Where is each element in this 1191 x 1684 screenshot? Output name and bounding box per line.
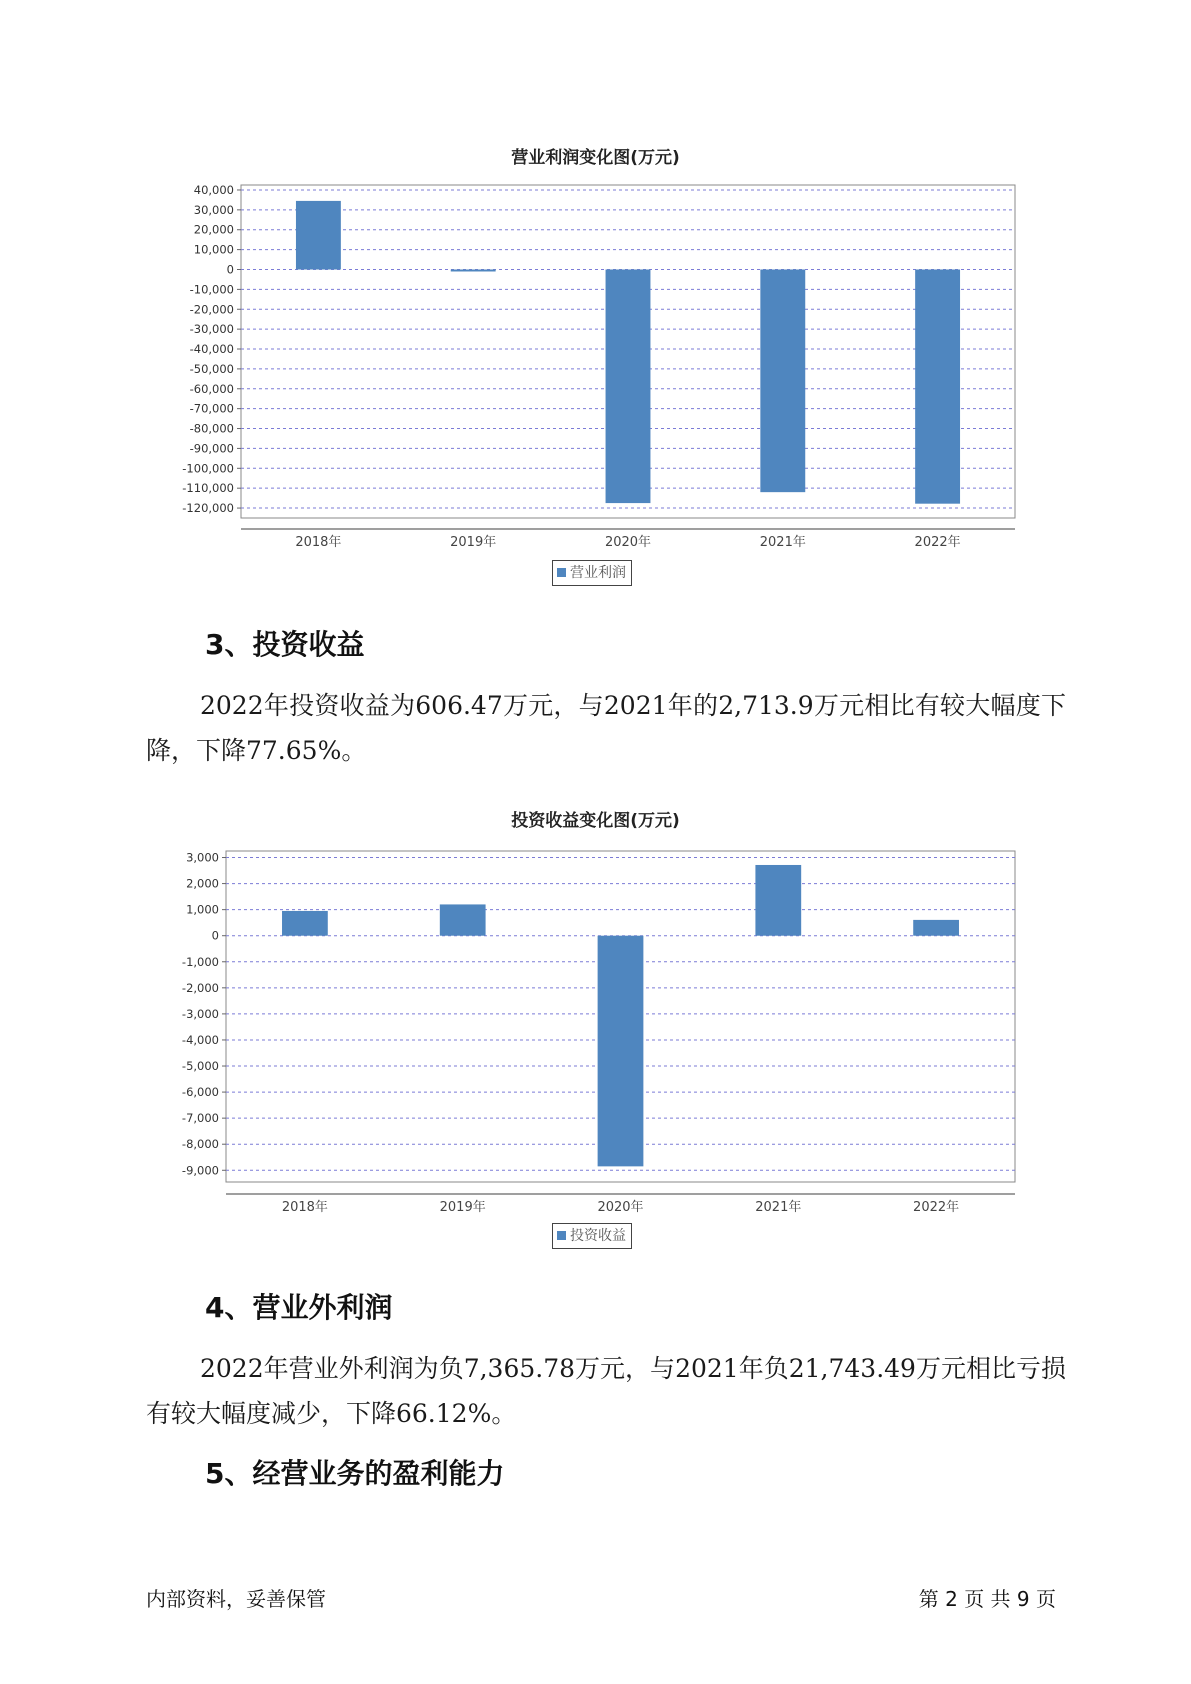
y-tick-label: -6,000 xyxy=(181,1085,219,1100)
legend-swatch-icon xyxy=(557,1231,566,1240)
chart2-legend xyxy=(552,1223,632,1249)
y-tick-label: 1,000 xyxy=(186,902,219,917)
x-tick-label: 2021年 xyxy=(755,1200,802,1215)
bar xyxy=(913,920,959,936)
x-tick-label: 2018年 xyxy=(295,535,342,550)
y-tick-label: 3,000 xyxy=(186,850,219,865)
y-tick-label: -20,000 xyxy=(189,302,234,317)
x-tick-label: 2018年 xyxy=(281,1200,328,1215)
y-tick-label: -7,000 xyxy=(181,1111,219,1126)
y-tick-label: -8,000 xyxy=(181,1137,219,1152)
chart1-legend-label: 营业利润 xyxy=(570,565,626,581)
y-tick-label: -10,000 xyxy=(189,282,234,297)
y-tick-label: -110,000 xyxy=(182,481,234,496)
y-tick-label: 2,000 xyxy=(186,876,219,891)
x-tick-label: 2019年 xyxy=(450,535,497,550)
chart1-legend xyxy=(552,560,632,586)
y-tick-label: 40,000 xyxy=(193,182,234,197)
operating-profit-chart xyxy=(0,170,1191,570)
y-tick-label: -2,000 xyxy=(181,980,219,995)
bar xyxy=(451,269,496,271)
y-tick-label: 10,000 xyxy=(193,242,234,257)
y-tick-label: -70,000 xyxy=(189,401,234,416)
x-tick-label: 2022年 xyxy=(914,535,961,550)
bar xyxy=(440,904,486,935)
y-tick-label: -80,000 xyxy=(189,421,234,436)
bar xyxy=(760,269,805,492)
bar xyxy=(755,865,801,936)
y-tick-label: 30,000 xyxy=(193,202,234,217)
bar xyxy=(915,269,960,503)
y-tick-label: -100,000 xyxy=(182,461,234,476)
section-5-heading: 5、经营业务的盈利能力 xyxy=(205,1457,505,1490)
y-tick-label: -60,000 xyxy=(189,381,234,396)
y-tick-label: -120,000 xyxy=(182,501,234,516)
y-tick-label: -9,000 xyxy=(181,1163,219,1178)
bar xyxy=(598,936,644,1167)
bar xyxy=(282,911,328,936)
y-tick-label: -5,000 xyxy=(181,1059,219,1074)
footer-page-number: 第 2 页 共 9 页 xyxy=(918,1587,1056,1611)
y-tick-label: 0 xyxy=(211,928,219,943)
section-3-paragraph: 2022年投资收益为606.47万元，与2021年的2,713.9万元相比有较大幅度下降，下降77.65%。 xyxy=(146,691,1066,765)
y-tick-label: -30,000 xyxy=(189,322,234,337)
y-tick-label: -4,000 xyxy=(181,1032,219,1047)
y-tick-label: -40,000 xyxy=(189,342,234,357)
x-tick-label: 2020年 xyxy=(597,1200,644,1215)
footer-confidential-note: 内部资料，妥善保管 xyxy=(146,1587,326,1611)
y-tick-label: 0 xyxy=(226,262,234,277)
x-tick-label: 2019年 xyxy=(439,1200,486,1215)
y-tick-label: 20,000 xyxy=(193,222,234,237)
y-tick-label: -90,000 xyxy=(189,441,234,456)
bar xyxy=(606,269,651,503)
bar xyxy=(296,201,341,270)
x-tick-label: 2021年 xyxy=(759,535,806,550)
legend-swatch-icon xyxy=(557,568,566,577)
section-3-heading: 3、投资收益 xyxy=(205,628,365,661)
chart1-title: 营业利润变化图(万元) xyxy=(511,148,680,168)
y-tick-label: -50,000 xyxy=(189,361,234,376)
x-tick-label: 2020年 xyxy=(604,535,652,550)
y-tick-label: -1,000 xyxy=(181,954,219,969)
x-tick-label: 2022年 xyxy=(913,1200,960,1215)
chart2-title: 投资收益变化图(万元) xyxy=(511,811,680,831)
y-tick-label: -3,000 xyxy=(181,1006,219,1021)
chart2-legend-label: 投资收益 xyxy=(570,1228,626,1244)
section-4-paragraph: 2022年营业外利润为负7,365.78万元，与2021年负21,743.49万元相比亏损有较大幅度减少，下降66.12%。 xyxy=(146,1354,1066,1428)
investment-income-chart xyxy=(0,838,1191,1218)
section-4-heading: 4、营业外利润 xyxy=(205,1291,393,1324)
